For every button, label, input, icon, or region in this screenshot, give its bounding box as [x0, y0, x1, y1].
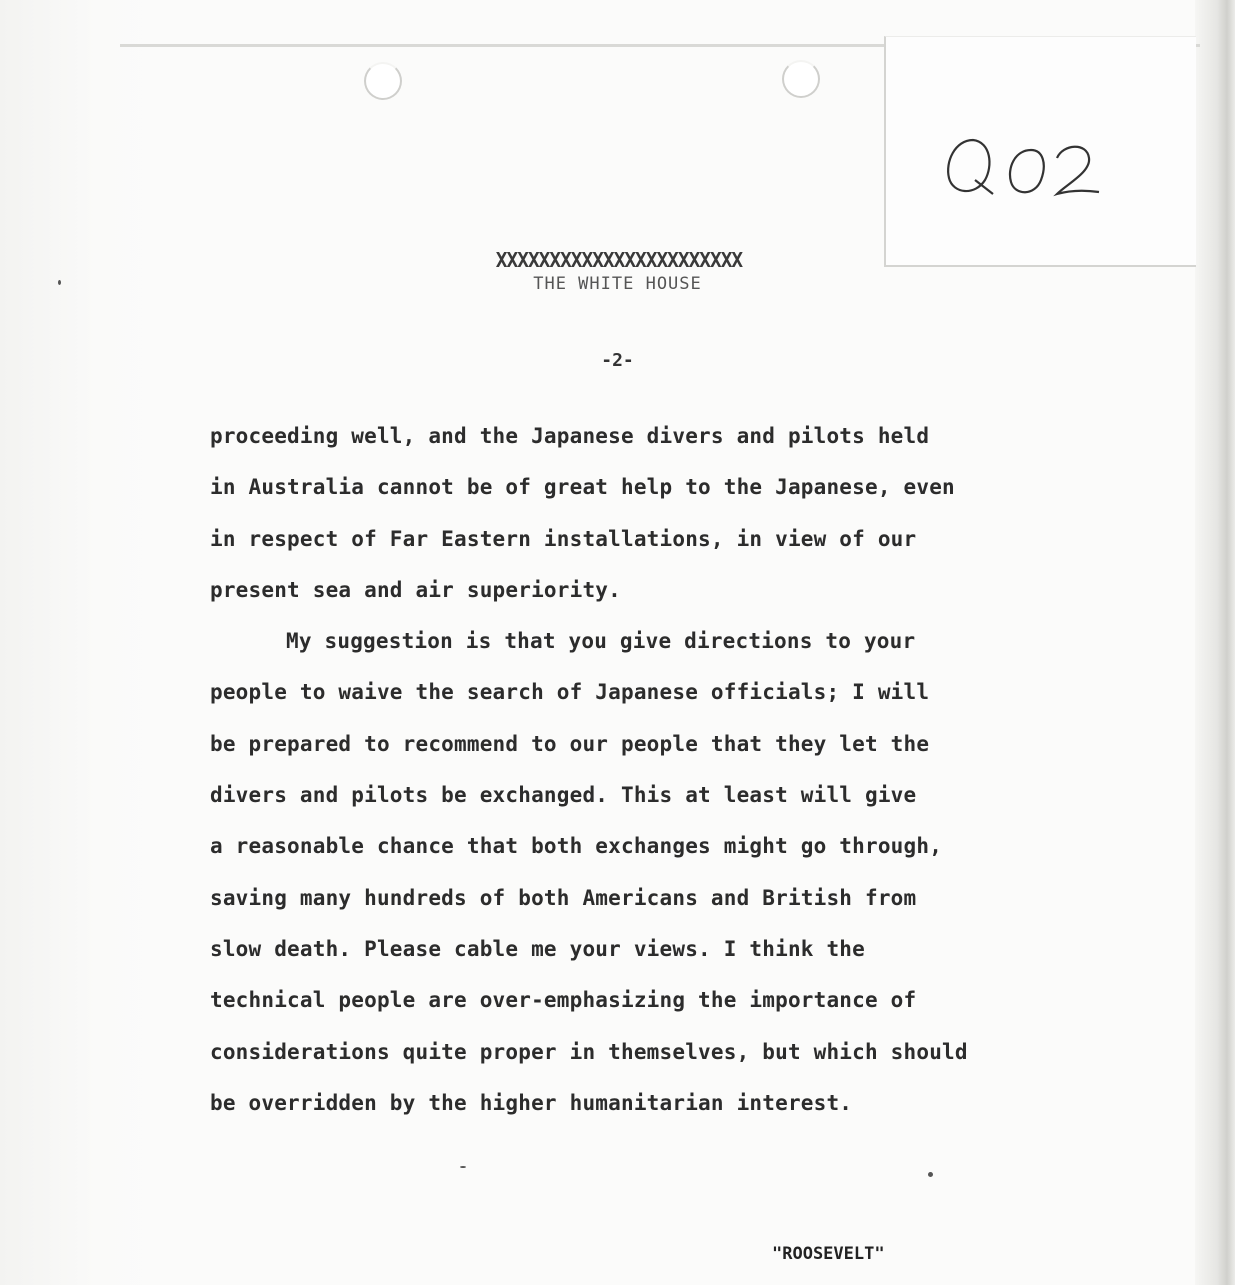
paper-left-shadow	[0, 0, 160, 1285]
speck	[58, 280, 61, 285]
punch-hole-left	[364, 62, 402, 100]
body-line: considerations quite proper in themselves, but which should	[210, 1039, 968, 1064]
letterhead	[0, 248, 1235, 272]
body-line: a reasonable chance that both exchanges might go through,	[210, 834, 943, 859]
speck	[460, 1166, 466, 1168]
paper-right-edge	[1195, 0, 1235, 1285]
body-line: slow death. Please cable me your views. I think the	[210, 936, 865, 961]
body-line: saving many hundreds of both Americans and British from	[210, 885, 917, 910]
body-line: My suggestion is that you give directions to your	[286, 629, 916, 654]
speck	[928, 1172, 933, 1177]
letter-body	[210, 424, 1130, 1142]
body-line: in respect of Far Eastern installations, in view of our	[210, 526, 917, 551]
body-line: divers and pilots be exchanged. This at least will give	[210, 783, 917, 808]
body-line: be prepared to recommend to our people that they let the	[210, 731, 930, 756]
body-line: in Australia cannot be of great help to the Japanese, even	[210, 475, 955, 500]
handwritten-q02-label	[935, 120, 1115, 210]
body-line: people to waive the search of Japanese officials; I will	[210, 680, 930, 705]
body-line: be overridden by the higher humanitarian interest.	[210, 1090, 853, 1115]
page-number: -2-	[601, 350, 634, 371]
body-line: technical people are over-emphasizing the importance of	[210, 988, 917, 1013]
letterhead-office: THE WHITE HOUSE	[533, 274, 702, 294]
signature: "ROOSEVELT"	[772, 1244, 885, 1264]
body-line: proceeding well, and the Japanese divers and pilots held	[210, 424, 930, 448]
punch-hole-right	[782, 60, 820, 98]
struck-out-text: XXXXXXXXXXXXXXXXXXXXXXX	[495, 248, 742, 272]
body-line: present sea and air superiority.	[210, 577, 621, 602]
